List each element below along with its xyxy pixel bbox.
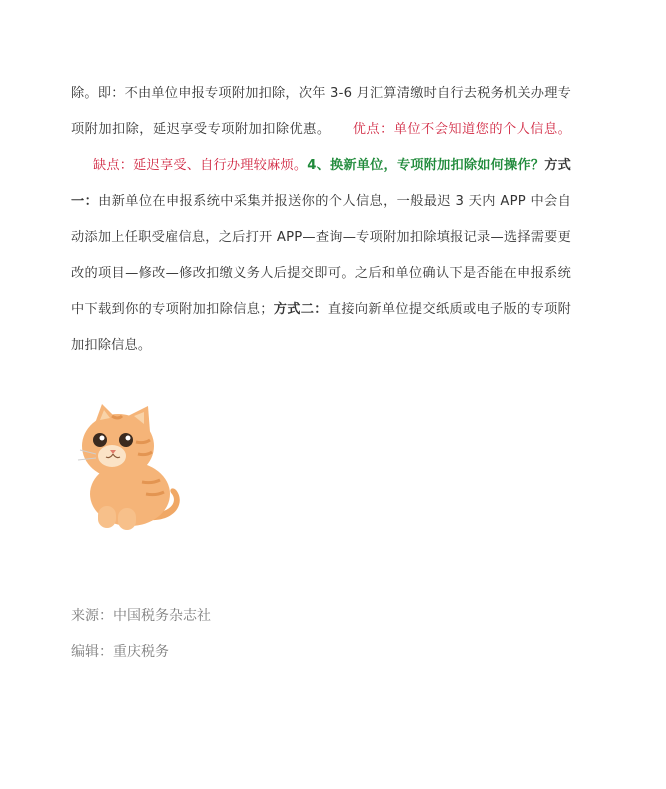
cat-illustration bbox=[76, 402, 188, 538]
method2-label: 方式二： bbox=[273, 302, 328, 317]
paragraph-text: 除。即：不由单位申报专项附加扣除，次年 3-6 月汇算清缴时自行去税务机关办理专项附加扣除，延迟享受专项附加扣除优惠。 bbox=[71, 86, 571, 137]
method2-text: 直接向新单位提交纸质或电子版的专项附加扣除信息。 bbox=[71, 302, 571, 353]
section-heading: 4、换新单位，专项附加扣除如何操作？ bbox=[307, 158, 545, 173]
pros-text: 优点：单位不会知道您的个人信息。 bbox=[352, 122, 571, 137]
article-body bbox=[71, 76, 571, 364]
footer bbox=[71, 598, 211, 670]
cons-text: 缺点：延迟享受、自行办理较麻烦。 bbox=[93, 158, 308, 173]
source-line: 来源：中国税务杂志社 bbox=[71, 608, 211, 624]
cat-icon bbox=[76, 402, 188, 534]
method1-label: 方式一： bbox=[71, 158, 572, 209]
method1-text: 由新单位在申报系统中采集并报送你的个人信息，一般最迟 3 天内 APP 中会自动添加上任职受雇信息，之后打开 APP—查询—专项附加扣除填报记录—选择需要更改的项目—修改—修改扣缴义务人后提交即可。之后和单位确认下是否能在申报系统中下载到你的专项附加扣除信息； bbox=[71, 194, 571, 317]
editor-line: 编辑：重庆税务 bbox=[71, 644, 169, 660]
